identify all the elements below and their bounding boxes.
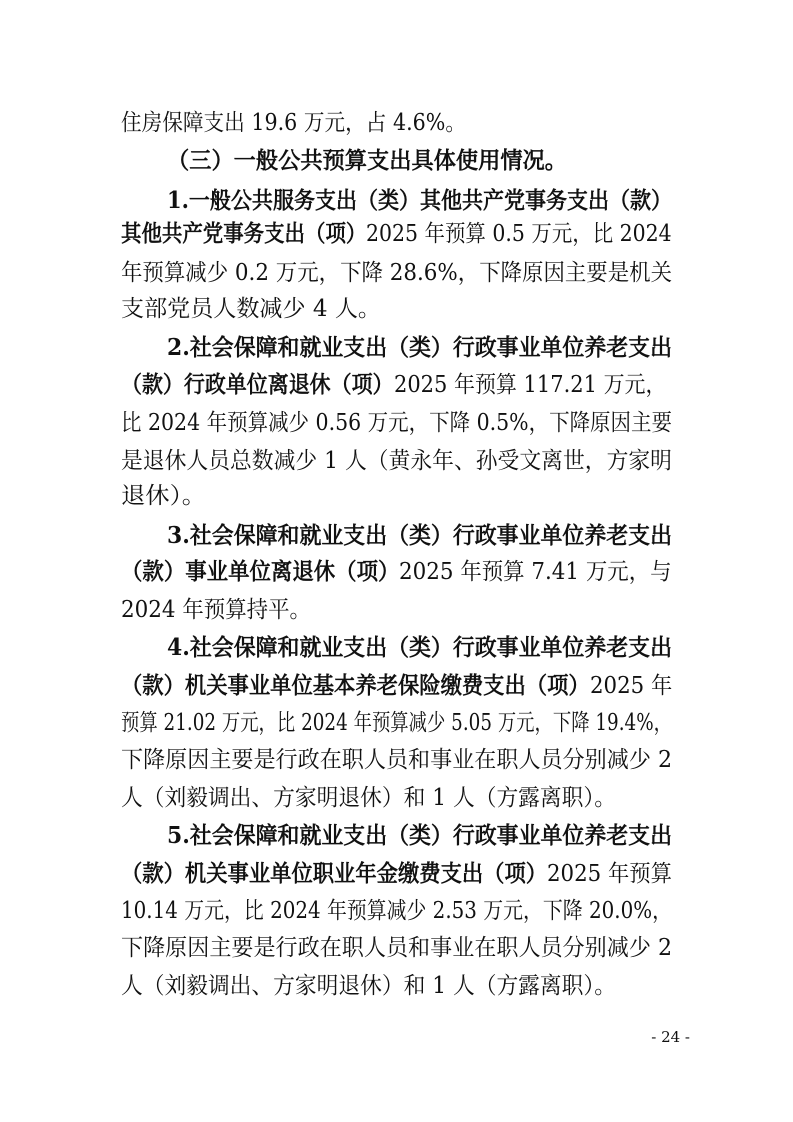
text-line [0, 443, 793, 479]
body-text: 2025 年预算 0.5 万元，比 2024 [366, 221, 672, 247]
bold-text: （款）机关事业单位职业年金缴费支出（项） [121, 860, 548, 887]
text-line [0, 818, 793, 854]
bold-text: （款）事业单位离退休（项） [121, 558, 400, 585]
bold-text: 5.社会保障和就业支出（类）行政事业单位养老支出 [167, 822, 672, 849]
text-line [0, 705, 793, 741]
body-text: 2025 年预算 117.21 万元， [393, 372, 666, 398]
page-number: - 24 - [651, 1028, 690, 1046]
text-line [0, 968, 793, 1004]
text-line [0, 291, 793, 327]
text-line [0, 478, 793, 514]
body-text: 支部党员人数减少 4 人。 [121, 296, 381, 322]
text-line [0, 255, 793, 291]
bold-text: 其他共产党事务支出（项） [121, 220, 367, 247]
body-text: 人（刘毅调出、方家明退休）和 1 人（方露离职）。 [121, 785, 617, 811]
body-text: 下降原因主要是行政在职人员和事业在职人员分别减少 2 [121, 747, 672, 773]
body-text: 2025 年 [589, 673, 672, 699]
body-text: 是退休人员总数减少 1 人（黄永年、孙受文离世，方家明 [121, 448, 672, 474]
body-text: 2025 年预算 [547, 861, 672, 887]
text-line [0, 630, 793, 666]
text-line [0, 367, 793, 403]
text-line [0, 105, 793, 141]
bold-text: （款）机关事业单位基本养老保险缴费支出（项） [121, 672, 590, 699]
body-text: 退休）。 [121, 483, 206, 509]
text-line [0, 143, 793, 179]
body-text: 住房保障支出 19.6 万元，占 4.6%。 [121, 110, 467, 136]
bold-text: （三）一般公共预算支出具体使用情况。 [167, 147, 568, 174]
bold-text: 3.社会保障和就业支出（类）行政事业单位养老支出 [167, 522, 672, 549]
text-line [0, 554, 793, 590]
body-text: 2024 年预算持平。 [121, 597, 311, 623]
bold-text: 4.社会保障和就业支出（类）行政事业单位养老支出 [167, 634, 672, 661]
body-text: 2025 年预算 7.41 万元，与 [399, 559, 672, 585]
text-line [0, 780, 793, 816]
text-line [0, 668, 793, 704]
text-line [0, 216, 793, 252]
bold-text: 1.一般公共服务支出（类）其他共产党事务支出（款） [167, 187, 673, 214]
body-text: 人（刘毅调出、方家明退休）和 1 人（方露离职）。 [121, 973, 617, 999]
text-line [0, 592, 793, 628]
body-text: 10.14 万元，比 2024 年预算减少 2.53 万元，下降 20.0%， [121, 898, 673, 924]
text-line [0, 405, 793, 441]
text-line [0, 742, 793, 778]
text-line [0, 930, 793, 966]
bold-text: 2.社会保障和就业支出（类）行政事业单位养老支出 [167, 334, 672, 361]
text-line [0, 893, 793, 929]
text-line [0, 518, 793, 554]
body-text: 预算 21.02 万元，比 2024 年预算减少 5.05 万元，下降 19.4%， [121, 710, 673, 736]
body-text: 比 2024 年预算减少 0.56 万元，下降 0.5%，下降原因主要 [121, 410, 672, 436]
body-text: 下降原因主要是行政在职人员和事业在职人员分别减少 2 [121, 935, 672, 961]
body-text: 年预算减少 0.2 万元，下降 28.6%，下降原因主要是机关 [121, 260, 672, 286]
text-line [0, 183, 793, 219]
bold-text: （款）行政单位离退休（项） [121, 371, 394, 398]
text-line [0, 330, 793, 366]
text-line [0, 856, 793, 892]
